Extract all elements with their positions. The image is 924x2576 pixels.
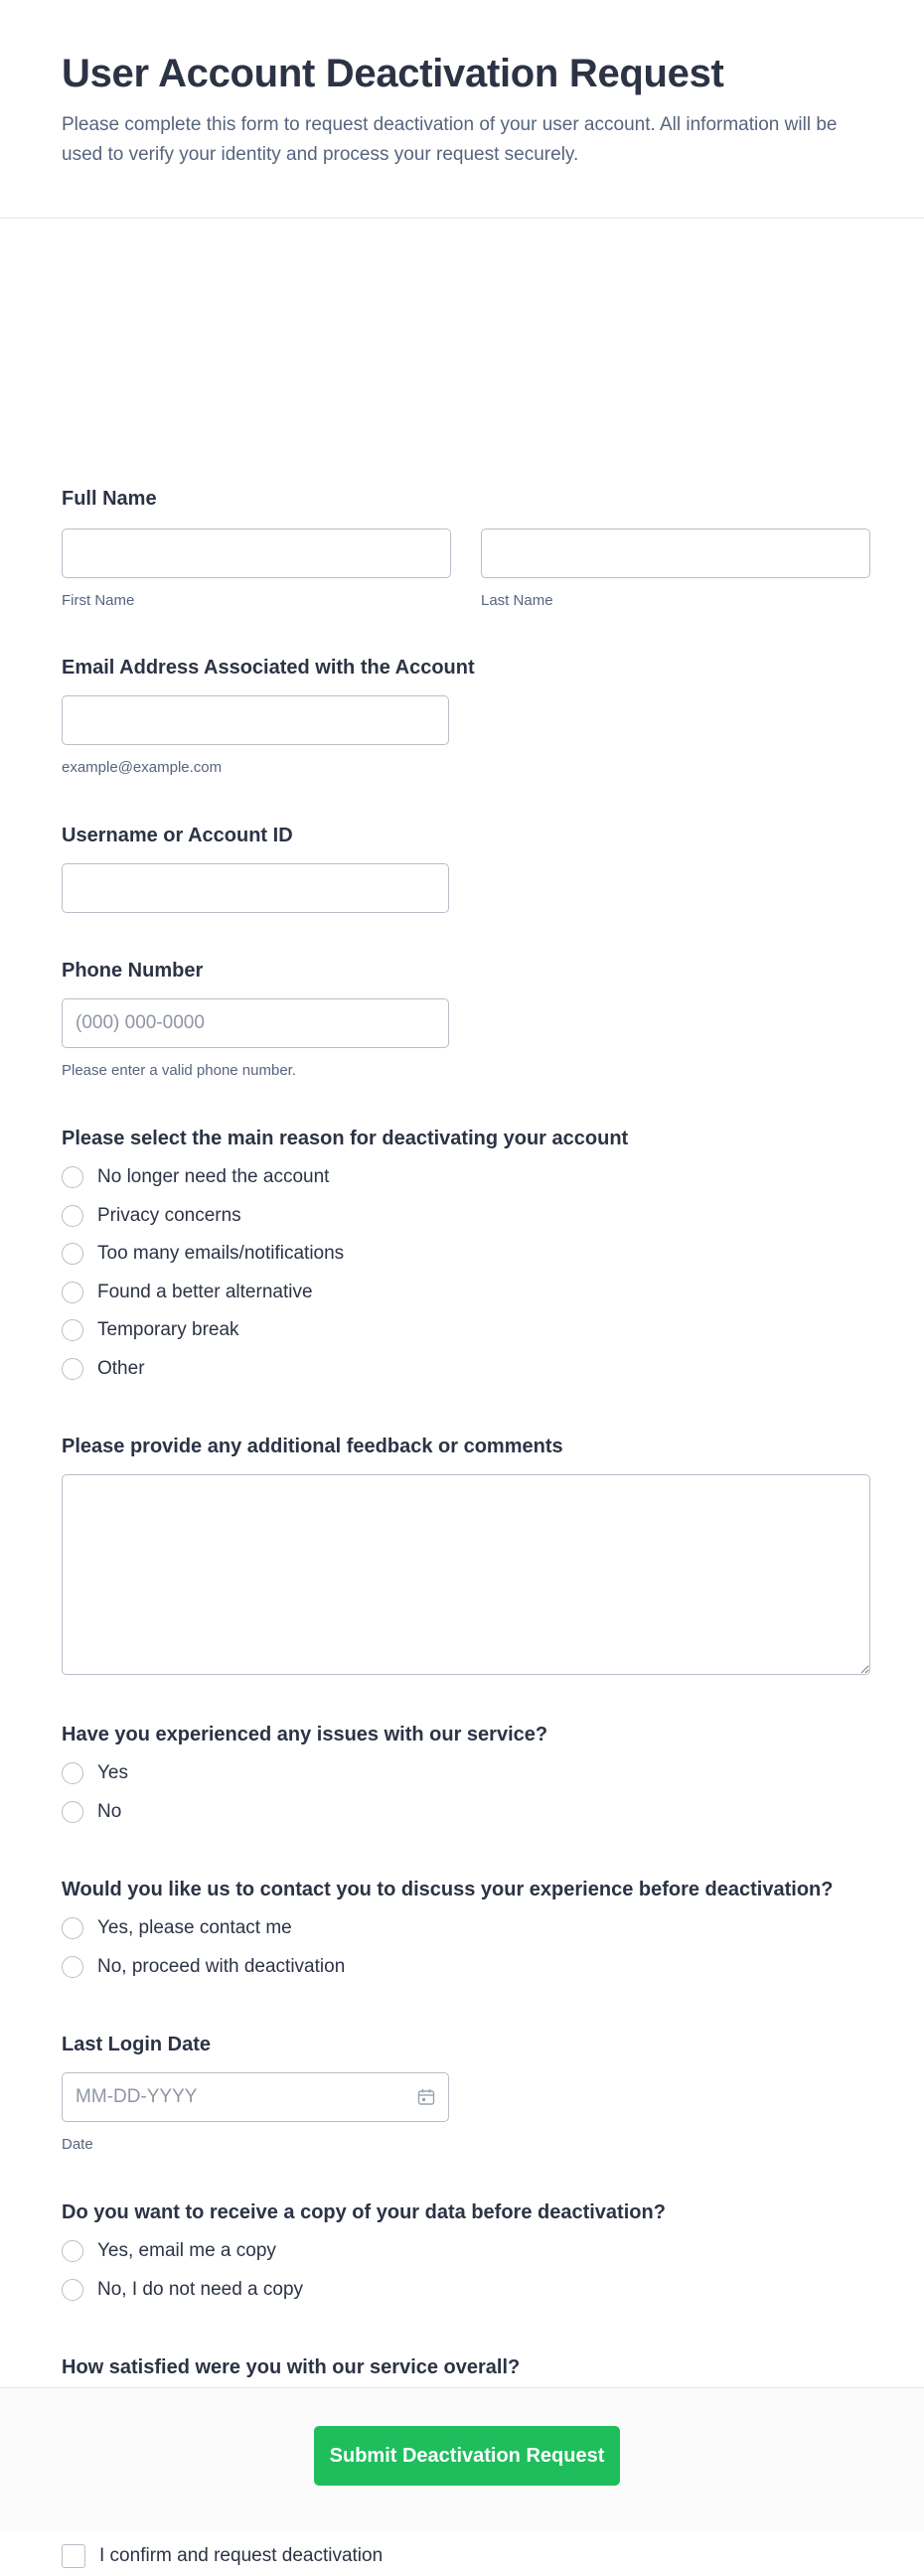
reason-option[interactable]: Other [62, 1350, 870, 1389]
reason-options [62, 1158, 870, 1388]
last-login-sublabel: Date [62, 2136, 93, 2153]
feedback-textarea[interactable] [62, 1474, 870, 1675]
data-copy-option[interactable]: Yes, email me a copy [62, 2232, 870, 2271]
email-label: Email Address Associated with the Account [62, 657, 475, 679]
last-login-label: Last Login Date [62, 2034, 212, 2055]
radio-button[interactable] [62, 1917, 83, 1939]
radio-button[interactable] [62, 2279, 83, 2301]
radio-button[interactable] [62, 1166, 83, 1188]
reason-option[interactable]: Found a better alternative [62, 1274, 870, 1312]
feedback-field [62, 1433, 870, 1680]
last-login-field [62, 2031, 870, 2153]
contact-label: Would you like us to contact you to discuss your experience before deactivation? [62, 1879, 834, 1900]
issues-option[interactable]: No [62, 1793, 870, 1832]
email-input[interactable] [62, 695, 449, 745]
last-login-date-input[interactable] [62, 2072, 449, 2122]
data-copy-label: Do you want to receive a copy of your data before deactivation? [62, 2201, 666, 2223]
reason-field [62, 1125, 870, 1388]
email-field [62, 654, 870, 776]
data-copy-field [62, 2198, 870, 2309]
radio-button[interactable] [62, 1319, 83, 1341]
phone-input[interactable] [62, 998, 449, 1048]
satisfaction-label: How satisfied were you with our service overall? [62, 2356, 521, 2378]
contact-option[interactable]: Yes, please contact me [62, 1909, 870, 1948]
full-name-label: Full Name [62, 488, 157, 510]
radio-button[interactable] [62, 2240, 83, 2262]
calendar-icon[interactable] [417, 2088, 435, 2106]
phone-field [62, 957, 870, 1079]
radio-button[interactable] [62, 1762, 83, 1784]
full-name-inputs [62, 529, 870, 609]
confirm-checkbox-row[interactable] [62, 2537, 870, 2576]
issues-field [62, 1721, 870, 1831]
radio-button[interactable] [62, 1801, 83, 1823]
reason-option[interactable]: No longer need the account [62, 1158, 870, 1197]
page-title: User Account Deactivation Request [62, 52, 724, 95]
username-input[interactable] [62, 863, 449, 913]
issues-option[interactable]: Yes [62, 1754, 870, 1793]
radio-button[interactable] [62, 1205, 83, 1227]
radio-button[interactable] [62, 1282, 83, 1303]
last-name-input[interactable] [481, 529, 870, 578]
radio-button[interactable] [62, 1358, 83, 1380]
issues-label: Have you experienced any issues with our service? [62, 1724, 548, 1745]
confirm-checkbox-label: I confirm and request deactivation [99, 2545, 384, 2567]
radio-button[interactable] [62, 1956, 83, 1978]
data-copy-option[interactable]: No, I do not need a copy [62, 2271, 870, 2310]
first-name-sublabel: First Name [62, 592, 135, 609]
phone-sublabel: Please enter a valid phone number. [62, 1062, 296, 1079]
first-name-input[interactable] [62, 529, 451, 578]
reason-option[interactable]: Too many emails/notifications [62, 1235, 870, 1274]
phone-label: Phone Number [62, 960, 204, 982]
last-name-sublabel: Last Name [481, 592, 553, 609]
full-name-field [62, 167, 870, 513]
reason-label: Please select the main reason for deactivating your account [62, 1128, 629, 1149]
radio-button[interactable] [62, 1243, 83, 1265]
page-subtitle: Please complete this form to request deactivation of your user account. All information will be used to verify your identity and process your request securely. [62, 114, 838, 165]
confirm-checkbox[interactable] [62, 2544, 85, 2568]
contact-option[interactable]: No, proceed with deactivation [62, 1948, 870, 1987]
reason-option[interactable]: Privacy concerns [62, 1197, 870, 1236]
contact-field [62, 1876, 870, 1986]
username-label: Username or Account ID [62, 825, 293, 846]
username-field [62, 822, 870, 913]
reason-option[interactable]: Temporary break [62, 1311, 870, 1350]
form-footer [0, 2387, 924, 2531]
feedback-label: Please provide any additional feedback or comments [62, 1436, 563, 1457]
email-sublabel: example@example.com [62, 759, 223, 776]
submit-button[interactable]: Submit Deactivation Request [314, 2426, 620, 2486]
